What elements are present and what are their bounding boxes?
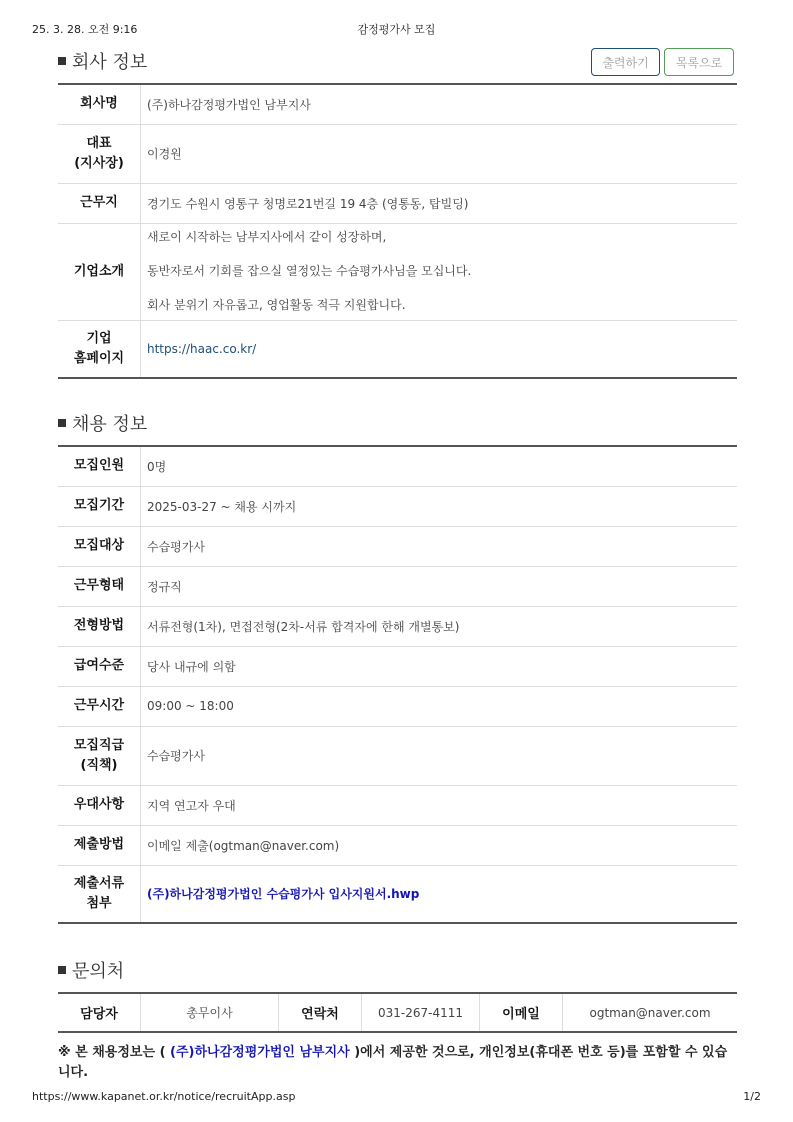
company-name-value: (주)하나감정평가법인 남부지사: [141, 84, 738, 124]
homepage-label-line2: 홈페이지: [73, 350, 125, 366]
attachment-link[interactable]: (주)하나감정평가법인 수습평가사 입사지원서.hwp: [147, 887, 420, 902]
intro-value: [141, 223, 738, 320]
square-bullet-icon: [58, 966, 66, 974]
privacy-notice: [58, 1043, 738, 1083]
recruit-info-table: [58, 445, 737, 924]
email-label: 이메일: [480, 993, 563, 1032]
process-label: 전형방법: [58, 606, 141, 646]
location-label: 근무지: [58, 183, 141, 223]
submit-label: 제출방법: [58, 825, 141, 865]
notice-suffix: )에서 제공한 것으로, 개인정보(휴대폰 번호 등)를 포함할 수 있습니다.: [58, 1045, 728, 1080]
hours-row: [58, 686, 737, 726]
position-value: 수습평가사: [141, 726, 738, 785]
notice-company: (주)하나감정평가법인 남부지사: [170, 1045, 350, 1060]
intro-line: 동반자로서 기회를 잡으실 열정있는 수습평가사님을 모십니다.: [147, 264, 472, 278]
recruit-section-title-text: 채용 정보: [72, 414, 148, 435]
period-label: 모집기간: [58, 486, 141, 526]
headcount-label: 모집인원: [58, 446, 141, 486]
preference-label: 우대사항: [58, 785, 141, 825]
attachment-value: [141, 865, 738, 923]
company-section-title-text: 회사 정보: [72, 52, 148, 73]
company-name-label: 회사명: [58, 84, 141, 124]
type-row: [58, 566, 737, 606]
attachment-label-line1: 제출서류: [73, 875, 125, 891]
notice-prefix: ※ 본 채용정보는 (: [58, 1045, 171, 1060]
intro-line: 새로이 시작하는 남부지사에서 같이 성장하며,: [147, 230, 387, 244]
print-datetime: 25. 3. 28. 오전 9:16: [32, 23, 138, 36]
hours-value: 09:00 ~ 18:00: [141, 686, 738, 726]
ceo-label-line2: (지사장): [74, 155, 124, 171]
location-value: 경기도 수원시 영통구 청명로21번길 19 4층 (영통동, 탑빌딩): [141, 183, 738, 223]
position-row: [58, 726, 737, 785]
submit-value: 이메일 제출(ogtman@naver.com): [141, 825, 738, 865]
position-label: [58, 726, 141, 785]
manager-value: 총무이사: [141, 993, 279, 1032]
print-button[interactable]: 출력하기: [591, 48, 660, 76]
homepage-row: [58, 320, 737, 378]
intro-label: 기업소개: [58, 223, 141, 320]
preference-row: [58, 785, 737, 825]
contact-section-title-text: 문의처: [72, 961, 125, 982]
target-row: [58, 526, 737, 566]
ceo-label-line1: 대표: [86, 135, 112, 151]
company-section-title: [58, 48, 147, 74]
position-label-line1: 모집직급: [73, 737, 125, 753]
period-value: 2025-03-27 ~ 채용 시까지: [141, 486, 738, 526]
list-button[interactable]: 목록으로: [664, 48, 734, 76]
email-value: ogtman@naver.com: [589, 1005, 711, 1020]
intro-row: [58, 223, 737, 320]
contact-table: [58, 992, 737, 1033]
square-bullet-icon: [58, 419, 66, 427]
attachment-label: [58, 865, 141, 923]
intro-line: 회사 분위기 자유롭고, 영업활동 적극 지원합니다.: [147, 298, 406, 312]
homepage-value: [141, 320, 738, 378]
print-footer-page: 1/2: [743, 1090, 761, 1103]
attachment-row: [58, 865, 737, 923]
headcount-row: [58, 446, 737, 486]
manager-label: 담당자: [58, 993, 141, 1032]
target-label: 모집대상: [58, 526, 141, 566]
salary-label: 급여수준: [58, 646, 141, 686]
type-label: 근무형태: [58, 566, 141, 606]
recruit-section-title: [58, 410, 147, 436]
process-value: 서류전형(1차), 면접전형(2차-서류 합격자에 한해 개별통보): [141, 606, 738, 646]
salary-row: [58, 646, 737, 686]
preference-value: 지역 연고자 우대: [141, 785, 738, 825]
process-row: [58, 606, 737, 646]
salary-value: 당사 내규에 의함: [141, 646, 738, 686]
print-title: 감정평가사 모집: [357, 23, 436, 36]
hours-label: 근무시간: [58, 686, 141, 726]
homepage-label: [58, 320, 141, 378]
location-row: [58, 183, 737, 223]
phone-value: 031-267-4111: [362, 993, 480, 1032]
target-value: 수습평가사: [141, 526, 738, 566]
attachment-label-line2: 첨부: [86, 895, 112, 911]
company-info-table: [58, 83, 737, 379]
headcount-value: 0명: [141, 446, 738, 486]
square-bullet-icon: [58, 57, 66, 65]
print-footer-url: https://www.kapanet.or.kr/notice/recruitApp.asp: [32, 1090, 296, 1103]
company-name-row: [58, 84, 737, 124]
homepage-link[interactable]: https://haac.co.kr/: [147, 341, 257, 356]
ceo-label: [58, 124, 141, 183]
ceo-row: [58, 124, 737, 183]
type-value: 정규직: [141, 566, 738, 606]
position-label-line2: (직책): [80, 757, 118, 773]
homepage-label-line1: 기업: [86, 330, 112, 346]
contact-row: [58, 993, 737, 1032]
contact-section-title: [58, 957, 124, 983]
phone-label: 연락처: [279, 993, 362, 1032]
period-row: [58, 486, 737, 526]
submit-row: [58, 825, 737, 865]
ceo-value: 이경원: [141, 124, 738, 183]
